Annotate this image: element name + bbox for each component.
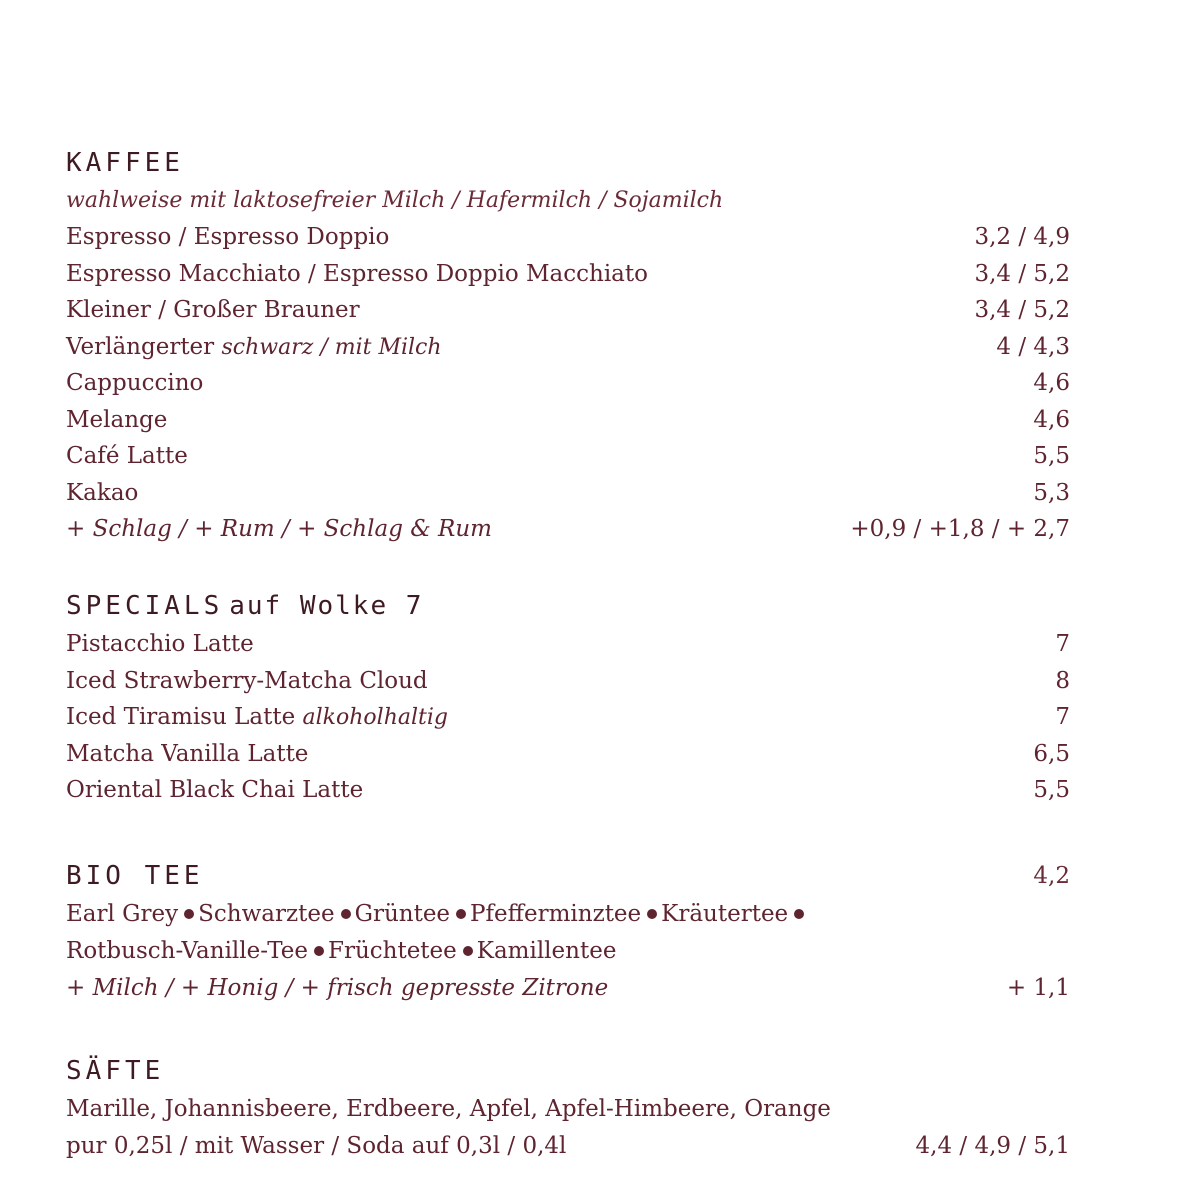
menu-item: [66, 292, 1070, 329]
tee-extras: [66, 970, 1070, 1007]
item-name: pur 0,25l / mit Wasser / Soda auf 0,3l / 0,4l: [66, 1133, 567, 1159]
item-price: 7: [1055, 704, 1070, 730]
tee-price: 4,2: [1033, 863, 1070, 889]
item-price: 6,5: [1033, 740, 1070, 767]
item-name: Kakao: [66, 479, 139, 506]
section-title-suffix: auf Wolke 7: [229, 591, 424, 621]
saefte-sizes: [66, 1128, 1070, 1165]
item-price: 4,4 / 4,9 / 5,1: [915, 1133, 1070, 1159]
item-name: Iced Tiramisu Latte: [66, 704, 296, 730]
menu-item: [66, 736, 1070, 773]
bullet-dot-icon: [341, 909, 351, 919]
kaffee-extras: [66, 511, 1070, 548]
item-name: Pistacchio Latte: [66, 631, 254, 657]
tee-variety: Schwarztee: [198, 901, 335, 927]
item-name-wrap: [66, 699, 448, 737]
item-name: Iced Strawberry-Matcha Cloud: [66, 667, 428, 694]
tee-variety: Kamillentee: [476, 938, 617, 964]
item-price: 5,3: [1033, 479, 1070, 506]
section-specials: [66, 586, 1070, 809]
menu-item: [66, 402, 1070, 439]
section-title-specials: SPECIALS auf Wolke 7: [66, 591, 424, 621]
tee-variety: Rotbusch-Vanille-Tee: [66, 938, 308, 964]
item-name: Cappuccino: [66, 370, 204, 396]
menu-item: [66, 626, 1070, 663]
bullet-dot-icon: [314, 946, 324, 956]
item-name: Matcha Vanilla Latte: [66, 740, 309, 767]
item-price: 3,4 / 5,2: [974, 297, 1070, 323]
item-price: 5,5: [1033, 443, 1070, 469]
section-tee: [66, 856, 1070, 1007]
menu-item: [66, 438, 1070, 475]
menu-item: [66, 365, 1070, 402]
extras-label: + Schlag / + Rum / + Schlag & Rum: [66, 516, 492, 542]
tee-variety: Pfefferminztee: [470, 901, 642, 927]
item-price: 7: [1055, 631, 1070, 657]
item-name: Café Latte: [66, 443, 188, 469]
bullet-dot-icon: [794, 909, 804, 919]
extras-label: + Milch / + Honig / + frisch gepresste Zitrone: [66, 975, 609, 1001]
saefte-flavors: Marille, Johannisbeere, Erdbeere, Apfel, Apfel-Himbeere, Orange: [66, 1096, 831, 1122]
item-price: 5,5: [1033, 777, 1070, 803]
item-name: Verlängerter: [66, 333, 215, 360]
item-price: 4 / 4,3: [996, 333, 1070, 360]
bullet-dot-icon: [184, 909, 194, 919]
menu-item: [66, 475, 1070, 512]
item-price: 3,2 / 4,9: [974, 224, 1070, 250]
menu-item: [66, 772, 1070, 809]
tee-variety: Earl Grey: [66, 901, 179, 927]
tee-variety: Früchtetee: [327, 938, 457, 964]
menu-item: [66, 663, 1070, 700]
item-name: Espresso Macchiato / Espresso Doppio Macchiato: [66, 260, 648, 287]
menu-item: [66, 699, 1070, 736]
item-price: 8: [1055, 667, 1070, 694]
menu-item: [66, 329, 1070, 366]
item-note: schwarz / mit Milch: [221, 334, 442, 360]
tee-varieties-line-2: [66, 933, 1070, 970]
item-name: Oriental Black Chai Latte: [66, 777, 364, 803]
bullet-dot-icon: [647, 909, 657, 919]
item-name-wrap: [66, 329, 442, 367]
item-price: 3,4 / 5,2: [974, 260, 1070, 287]
section-saefte: [66, 1051, 1070, 1165]
kaffee-milk-options: wahlweise mit laktosefreier Milch / Hafermilch / Sojamilch: [66, 188, 724, 213]
section-title-saefte: SÄFTE: [66, 1056, 165, 1086]
tee-varieties-line-1: [66, 896, 1070, 933]
menu-item: [66, 256, 1070, 293]
item-name: Espresso / Espresso Doppio: [66, 224, 390, 250]
bullet-dot-icon: [456, 909, 466, 919]
extras-price: + 1,1: [1006, 975, 1070, 1001]
extras-price: +0,9 / +1,8 / + 2,7: [850, 516, 1070, 542]
section-kaffee: [66, 143, 1070, 548]
tee-variety: Kräutertee: [661, 901, 789, 927]
item-price: 4,6: [1033, 406, 1070, 433]
item-note: alkoholhaltig: [302, 705, 448, 730]
bullet-dot-icon: [463, 946, 473, 956]
section-title-kaffee: KAFFEE: [66, 148, 184, 178]
item-name: Melange: [66, 406, 168, 433]
section-title-tee: BIO TEE 4,2: [66, 856, 1070, 896]
tee-variety: Grüntee: [354, 901, 451, 927]
item-price: 4,6: [1033, 370, 1070, 396]
menu-item: [66, 219, 1070, 256]
item-name: Kleiner / Großer Brauner: [66, 297, 360, 323]
